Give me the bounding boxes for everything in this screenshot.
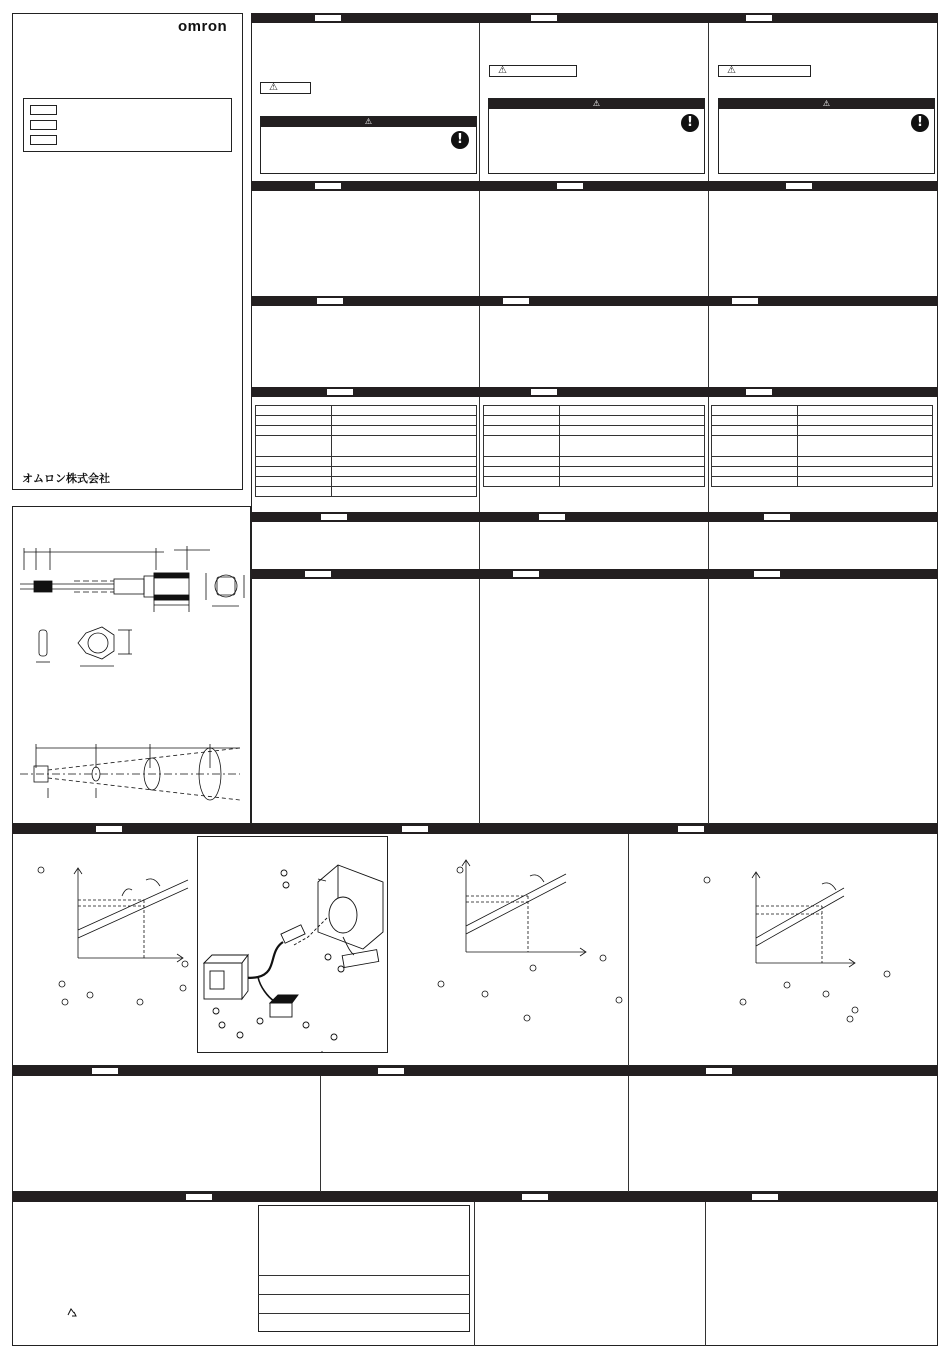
section-header-2c — [708, 181, 938, 191]
setup-illustration — [198, 837, 387, 1052]
detection-beam-drawing — [14, 738, 250, 808]
caution-box-b — [488, 98, 705, 174]
warning-triangle-icon: ⚠ — [592, 99, 601, 108]
contact-divider-3 — [258, 1313, 470, 1314]
section-header-2a — [251, 181, 479, 191]
section-header-4c — [708, 387, 938, 397]
section-header-3b — [479, 296, 708, 306]
spec-table-a — [255, 405, 477, 497]
sensor-dimension-drawing — [14, 540, 250, 690]
warning-triangle-icon: ⚠ — [364, 117, 373, 126]
footer-frame — [12, 1192, 938, 1346]
characteristic-graph-3 — [700, 868, 900, 1028]
section-header-6a — [251, 569, 479, 579]
warning-triangle-icon: ⚠ — [727, 65, 736, 76]
spec-table-b — [483, 405, 705, 487]
section-header-5b — [479, 512, 708, 522]
section-header-6c — [708, 569, 938, 579]
section-header-2b — [479, 181, 708, 191]
section-header-1a — [251, 13, 479, 23]
contact-divider-1 — [258, 1275, 470, 1276]
exclamation-icon: ! — [911, 114, 929, 132]
company-name: オムロン株式会社 — [22, 472, 110, 485]
warning-label-c — [718, 65, 811, 77]
section-header-3a — [251, 296, 479, 306]
contact-divider-2 — [258, 1294, 470, 1295]
notes-frame — [12, 1066, 938, 1192]
warning-triangle-icon: ⚠ — [822, 99, 831, 108]
section-header-4b — [479, 387, 708, 397]
characteristic-graph-2 — [436, 852, 628, 1032]
model-tag-1 — [30, 105, 57, 115]
cover-panel — [12, 13, 243, 490]
exclamation-icon: ! — [681, 114, 699, 132]
warning-label-a — [260, 82, 311, 94]
exclamation-icon: ! — [451, 131, 469, 149]
warning-label-b — [489, 65, 577, 77]
model-tag-3 — [30, 135, 57, 145]
section-header-4a — [251, 387, 479, 397]
spec-table-c — [711, 405, 933, 487]
section-header-notes — [12, 1066, 938, 1076]
section-header-5c — [708, 512, 938, 522]
warning-triangle-icon: ⚠ — [269, 82, 278, 93]
caution-box-a — [260, 116, 477, 174]
characteristic-graph-1 — [28, 858, 196, 1008]
model-tag-2 — [30, 120, 57, 130]
omron-logo: omron — [178, 18, 228, 35]
section-header-6b — [479, 569, 708, 579]
caution-box-c — [718, 98, 935, 174]
section-header-1c — [708, 13, 938, 23]
section-header-footer — [12, 1192, 938, 1202]
section-header-5a — [251, 512, 479, 522]
recycle-mark-icon — [66, 1307, 78, 1319]
warning-triangle-icon: ⚠ — [498, 65, 507, 76]
section-header-1b — [479, 13, 708, 23]
section-header-graphs — [12, 824, 938, 834]
section-header-3c — [708, 296, 938, 306]
